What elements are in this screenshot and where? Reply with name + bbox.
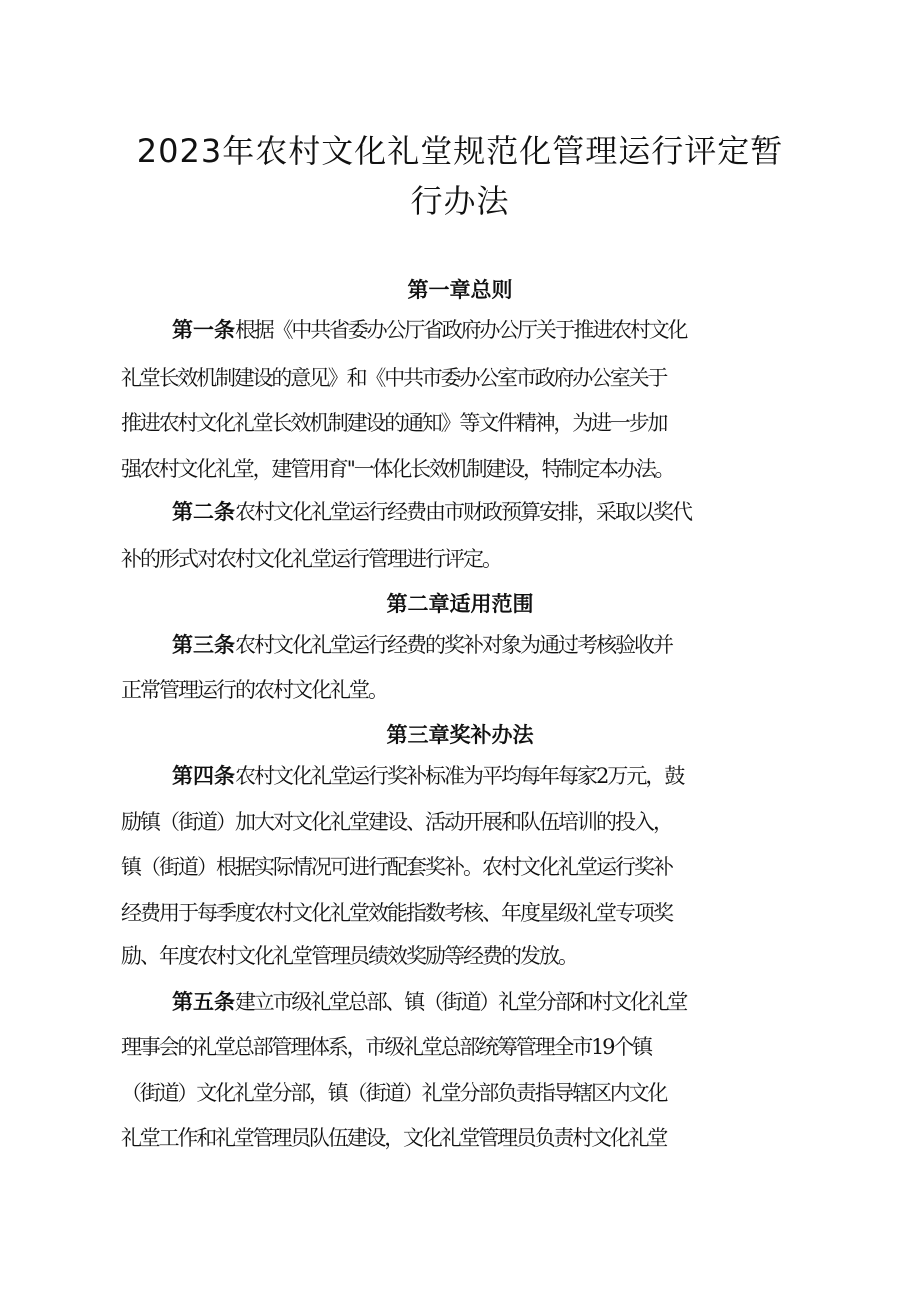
article-4-line-2: 励镇（街道）加大对文化礼堂建设、活动开展和队伍培训的投入， [121, 810, 672, 834]
article-4-line-3: 镇（街道）根据实际情况可进行配套奖补。农村文化礼堂运行奖补 [121, 855, 672, 879]
chapter-heading-1: 第一章总则 [407, 278, 513, 302]
article-2-line-1: 第二条农村文化礼堂运行经费由市财政预算安排，采取以奖代 [172, 500, 691, 524]
article-2-line-2: 补的形式对农村文化礼堂运行管理进行评定。 [121, 547, 501, 571]
document-title [100, 126, 820, 226]
title-line-2: 行办法 [410, 182, 510, 220]
chapter-heading-3: 第三章奖补办法 [386, 723, 534, 747]
article-1-line-2: 礼堂长效机制建设的意见》和《中共市委办公室市政府办公室关于 [121, 366, 667, 390]
article-3-line-2: 正常管理运行的农村文化礼堂。 [121, 678, 387, 702]
article-4-label: 第四条 [172, 764, 235, 788]
chapter-heading-2: 第二章适用范围 [386, 592, 534, 616]
article-1-line-3: 推进农村文化礼堂长效机制建设的通知》等文件精神，为进一步加 [121, 411, 667, 435]
article-4-line-5: 励、年度农村文化礼堂管理员绩效奖励等经费的发放。 [121, 944, 577, 968]
article-5-line-4: 礼堂工作和礼堂管理员队伍建设，文化礼堂管理员负责村文化礼堂 [121, 1126, 667, 1150]
article-1-line-4: 强农村文化礼堂，建管用育''一体化长效机制建设，特制定本办法。 [121, 457, 674, 481]
article-1-line-1: 第一条根据《中共省委办公厅省政府办公厅关于推进农村文化 [172, 318, 687, 342]
article-4-line-1: 第四条农村文化礼堂运行奖补标准为平均每年每家2万元，鼓 [172, 764, 684, 788]
article-1-label: 第一条 [172, 318, 235, 342]
article-5-line-3: （街道）文化礼堂分部，镇（街道）礼堂分部负责指导辖区内文化 [121, 1081, 667, 1105]
article-3-label: 第三条 [172, 633, 235, 657]
article-5-label: 第五条 [172, 990, 235, 1014]
title-line-1: 2023年农村文化礼堂规范化管理运行评定暂 [136, 132, 784, 170]
article-2-label: 第二条 [172, 500, 235, 524]
article-5-line-2: 理事会的礼堂总部管理体系，市级礼堂总部统筹管理全市19个镇 [121, 1035, 651, 1059]
article-5-line-1: 第五条建立市级礼堂总部、镇（街道）礼堂分部和村文化礼堂 [172, 990, 687, 1014]
article-4-line-4: 经费用于每季度农村文化礼堂效能指数考核、年度星级礼堂专项奖 [121, 901, 672, 925]
article-3-line-1: 第三条农村文化礼堂运行经费的奖补对象为通过考核验收并 [172, 633, 672, 657]
